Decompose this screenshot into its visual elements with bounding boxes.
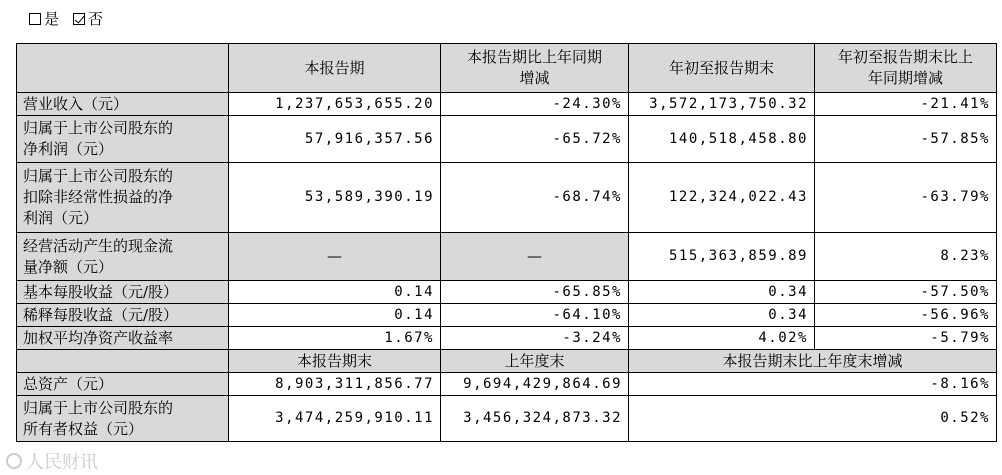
value-current-period: 53,589,390.19	[229, 163, 441, 233]
value-ytd-yoy-change: -21.41%	[815, 93, 997, 116]
header-ytd: 年初至报告期末	[629, 44, 815, 93]
value-ytd-yoy-change: -63.79%	[815, 163, 997, 233]
value-ytd: 0.34	[629, 304, 815, 327]
table-row	[17, 373, 997, 396]
value-current-period: 0.14	[229, 281, 441, 304]
header2-period-end: 本报告期末	[229, 350, 441, 373]
header-yoy-change-line1: 本报告期比上年同期	[466, 48, 602, 66]
value-change: -8.16%	[629, 373, 997, 396]
header-ytd-yoy-line2: 年同期增减	[867, 69, 943, 87]
checkbox-empty-icon	[29, 13, 41, 25]
row-label-line: 扣除非经常性损益的净	[23, 188, 174, 206]
header-ytd-yoy-line1: 年初至报告期末比上	[837, 48, 973, 66]
row-label-line: 总资产（元）	[23, 374, 114, 393]
table-row	[17, 233, 997, 281]
checkbox-no[interactable]	[73, 9, 103, 29]
header2-last-year-end: 上年度末	[441, 350, 629, 373]
value-ytd: 515,363,859.89	[629, 233, 815, 281]
table-row	[17, 163, 997, 233]
row-label	[17, 396, 229, 442]
value-ytd-yoy-change: -57.50%	[815, 281, 997, 304]
row-label-line: 归属于上市公司股东的	[23, 398, 174, 417]
row-label-line: 加权平均净资产收益率	[23, 328, 174, 347]
value-ytd-yoy-change: -57.85%	[815, 116, 997, 163]
value-last-year-end: 3,456,324,873.32	[441, 396, 629, 442]
table-row	[17, 304, 997, 327]
table-row	[17, 396, 997, 442]
row-label	[17, 116, 229, 163]
header-blank-cell	[17, 44, 229, 93]
value-period-end: 3,474,259,910.11	[229, 396, 441, 442]
row-label	[17, 163, 229, 233]
row-label	[17, 233, 229, 281]
header-yoy-change	[441, 44, 629, 93]
value-yoy-change: -3.24%	[441, 327, 629, 350]
row-label-line: 基本每股收益（元/股）	[23, 282, 179, 301]
value-yoy-change: -24.30%	[441, 93, 629, 116]
watermark-logo-icon	[6, 453, 22, 469]
value-ytd: 4.02%	[629, 327, 815, 350]
value-ytd-yoy-change: -5.79%	[815, 327, 997, 350]
value-current-period: 57,916,357.56	[229, 116, 441, 163]
row-label	[17, 93, 229, 116]
value-ytd: 122,324,022.43	[629, 163, 815, 233]
financial-indicators-table	[16, 43, 997, 442]
row-label-line: 经营活动产生的现金流	[23, 236, 174, 255]
row-label-line: 所有者权益（元）	[23, 419, 144, 438]
value-ytd: 140,518,458.80	[629, 116, 815, 163]
row-label-line: 营业收入（元）	[23, 94, 129, 113]
value-current-period: 1.67%	[229, 327, 441, 350]
table-row	[17, 93, 997, 116]
row-label-line: 归属于上市公司股东的	[23, 119, 174, 137]
value-period-end: 8,903,311,856.77	[229, 373, 441, 396]
header-ytd-yoy-change	[815, 44, 997, 93]
value-yoy-change: -68.74%	[441, 163, 629, 233]
table-row	[17, 281, 997, 304]
header-current-period: 本报告期	[229, 44, 441, 93]
value-ytd-yoy-change: 8.23%	[815, 233, 997, 281]
value-current-period: 1,237,653,655.20	[229, 93, 441, 116]
value-yoy-change: -65.85%	[441, 281, 629, 304]
value-yoy-change: —	[441, 233, 629, 281]
checkbox-no-label: 否	[88, 10, 104, 28]
watermark-text: 人民财讯	[26, 452, 98, 473]
table-row	[17, 116, 997, 163]
table-row	[17, 327, 997, 350]
checkbox-yes-label: 是	[44, 10, 60, 28]
watermark	[6, 448, 98, 474]
table-header-row-2	[17, 350, 997, 373]
row-label	[17, 373, 229, 396]
value-last-year-end: 9,694,429,864.69	[441, 373, 629, 396]
value-current-period: 0.14	[229, 304, 441, 327]
row-label	[17, 304, 229, 327]
value-ytd-yoy-change: -56.96%	[815, 304, 997, 327]
row-label-line: 稀释每股收益（元/股）	[23, 305, 179, 324]
row-label-line: 净利润（元）	[23, 140, 114, 158]
checkbox-checked-icon	[73, 13, 85, 25]
value-ytd: 0.34	[629, 281, 815, 304]
row-label	[17, 281, 229, 304]
row-label-line: 归属于上市公司股东的	[23, 167, 174, 185]
row-label	[17, 327, 229, 350]
value-current-period: —	[229, 233, 441, 281]
checkbox-yes[interactable]	[29, 9, 59, 29]
header-yoy-change-line2: 增减	[519, 69, 550, 87]
yes-no-checkboxes	[29, 9, 113, 29]
table-header-row	[17, 44, 997, 93]
header2-change-vs-last-year-end: 本报告期末比上年度末增减	[629, 350, 997, 373]
value-ytd: 3,572,173,750.32	[629, 93, 815, 116]
value-change: 0.52%	[629, 396, 997, 442]
row-label-line: 量净额（元）	[23, 257, 114, 276]
header2-blank-cell	[17, 350, 229, 373]
row-label-line: 利润（元）	[23, 209, 99, 227]
value-yoy-change: -64.10%	[441, 304, 629, 327]
value-yoy-change: -65.72%	[441, 116, 629, 163]
